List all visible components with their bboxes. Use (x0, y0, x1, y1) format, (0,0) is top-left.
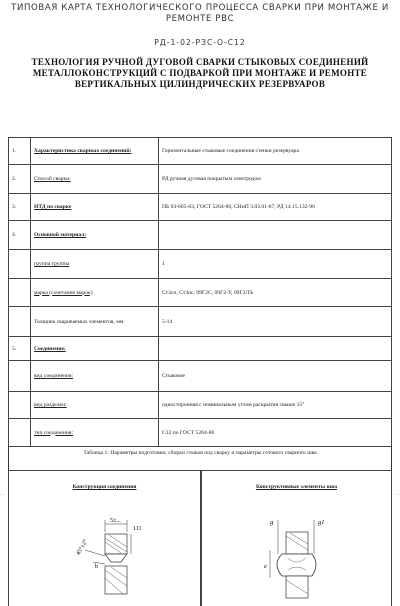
row-label: Толщина свариваемых элементов, мм (31, 307, 159, 337)
table-row (9, 279, 392, 307)
row-label: группа группы (31, 250, 159, 279)
row-label: Способ сварки: (31, 165, 159, 194)
row-number: 1. (9, 138, 31, 165)
dim-label-gap: b (95, 564, 98, 570)
table-caption: Таблица 1: Параметры подготовки, сборки стыков под сварку и параметры готового сварного шва (83, 450, 317, 456)
row-value: 1 (159, 250, 392, 279)
dim-label-reinforcement: g (270, 519, 274, 526)
weld-elements-title: Конструктивные элементы шва (255, 484, 338, 490)
table-row (9, 194, 392, 221)
table-row (9, 250, 392, 279)
table-row (9, 307, 392, 337)
joint-design-panel (8, 470, 201, 606)
joint-design-drawing (9, 490, 200, 600)
row-value: Горизонтальные стыковые соединения стенки резервуара (159, 138, 392, 165)
weld-elements-panel (201, 470, 392, 606)
document-code: РД-1-02-РЗС-О-С12 (154, 38, 246, 47)
document-type-header: ТИПОВАЯ КАРТА ТЕХНОЛОГИЧЕСКОГО ПРОЦЕССА СВАРКИ ПРИ МОНТАЖЕ И РЕМОНТЕ РВС (11, 3, 389, 24)
row-number: 5. (9, 337, 31, 361)
row-label: НТД по сварке (31, 194, 159, 221)
row-value: ПБ 03-605-03, ГОСТ 5264-80, СНиП 3.03.01-87, РД 14.15.132-96 (159, 194, 392, 221)
row-number (9, 250, 31, 279)
dim-label-back-reinforcement: g1 (318, 519, 325, 526)
row-value: 5-14 (159, 307, 392, 337)
row-number (9, 392, 31, 419)
row-number (9, 361, 31, 392)
row-value (159, 221, 392, 250)
row-value: Стыковое (159, 361, 392, 392)
table-row (9, 361, 392, 392)
row-value: односторонняя с номинальным углом раскрытия свыше 15° (159, 392, 392, 419)
table-row (9, 392, 392, 419)
row-label: Соединение: (31, 337, 159, 361)
row-number: 4. (9, 221, 31, 250)
row-value: С12 по ГОСТ 5264-80 (159, 419, 392, 447)
dim-label-angle: 45°±2° (75, 538, 90, 557)
row-value: РД ручная дуговая покрытым электродом (159, 165, 392, 194)
page-title: ТЕХНОЛОГИЯ РУЧНОЙ ДУГОВОЙ СВАРКИ СТЫКОВЫХ СОЕДИНЕНИЙ МЕТАЛЛОКОНСТРУКЦИЙ С ПОДВАРКОЙ ПРИ МОНТАЖЕ И РЕМОНТЕ ВЕРТИКАЛЬНЫХ ЦИЛИНДРИЧЕСКИХ РЕЗЕРВУАРОВ (31, 57, 369, 89)
table-row (9, 165, 392, 194)
row-value: Ст3сп, Ст3пс, 09Г2С, 09Г2-У, 09Г2ЛЪ (159, 279, 392, 307)
row-label: Характеристика сварных соединений: (31, 138, 159, 165)
row-label: тип соединения: (31, 419, 159, 447)
table-row (9, 221, 392, 250)
row-number: 2. (9, 165, 31, 194)
table-row (9, 419, 392, 447)
table-row (9, 337, 392, 361)
joint-design-title: Конструкция соединения (72, 484, 137, 490)
table-row (9, 138, 392, 165)
weld-elements-drawing (202, 490, 391, 600)
row-value (159, 337, 392, 361)
row-label: вид соединения: (31, 361, 159, 392)
margin-dots: . . (0, 491, 5, 497)
dim-label-width: e (264, 563, 267, 570)
row-label: вид разделки: (31, 392, 159, 419)
parameters-table (8, 137, 392, 447)
margin-dots: . . (395, 491, 400, 497)
row-label: марка (сочетание марок) (31, 279, 159, 307)
row-number (9, 307, 31, 337)
row-number: 3. (9, 194, 31, 221)
dim-label-height: 111 (133, 526, 142, 532)
row-number (9, 419, 31, 447)
row-label: Основной материал: (31, 221, 159, 250)
dim-label-thickness: 5±... (110, 518, 121, 524)
row-number (9, 279, 31, 307)
